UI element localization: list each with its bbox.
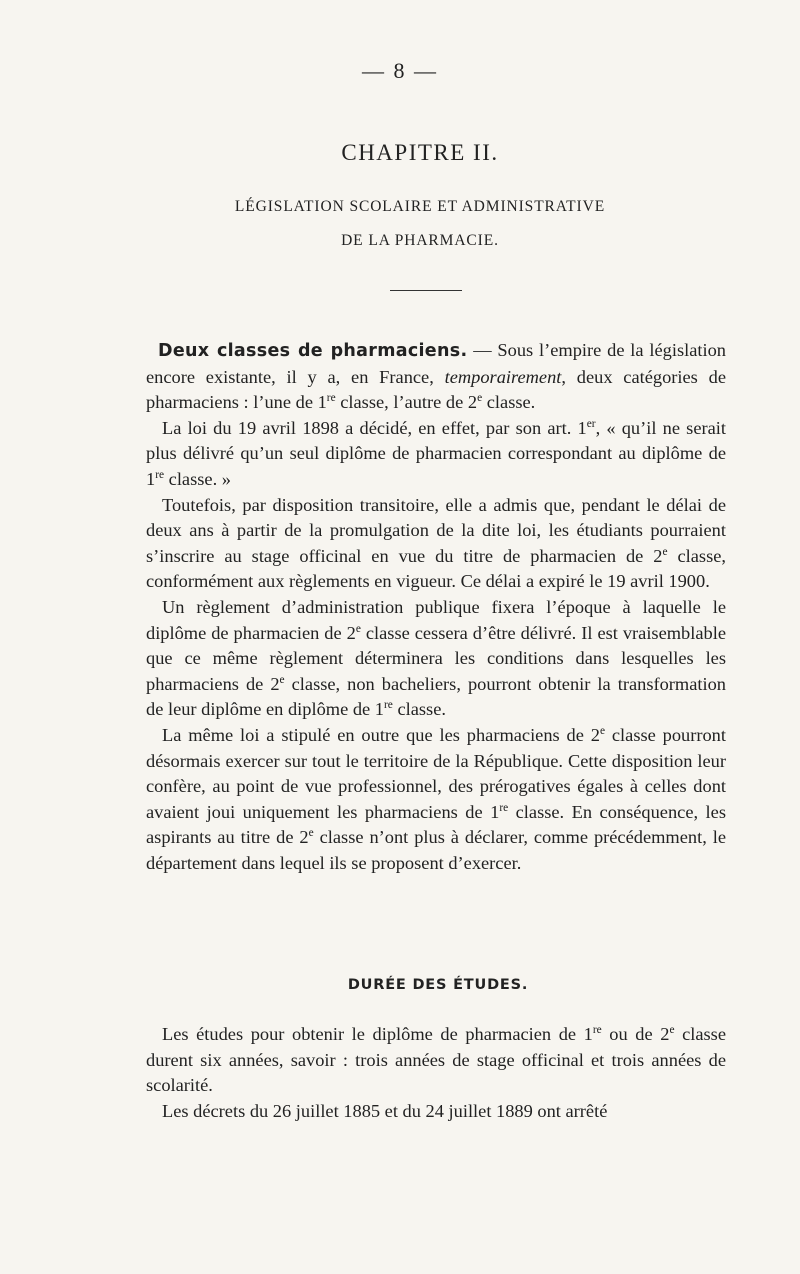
paragraph-4: Un règlement d’administration publique fixera l’époque à laquelle le diplôme de pharmacien de 2e classe cessera d’être délivré. Il est vraisemblable que ce même règlement déterminera les conditions dans lesquelles les pharmaciens de 2e classe, non bacheliers, pourront obtenir la transformation de leur diplôme en diplôme de 1re classe. [146,596,726,720]
paragraph-2: La loi du 19 avril 1898 a décidé, en effet, par son art. 1er, « qu’il ne serait plus délivré qu’un seul diplôme de pharmacien correspondant au diplôme de 1re classe. » [146,417,726,489]
chapter-subtitle-line-2: DE LA PHARMACIE. [341,232,499,249]
section-duree-des-etudes [146,1022,726,1124]
chapter-title: CHAPITRE II. [341,140,499,165]
section-divider-rule [390,290,462,291]
paragraph-5: La même loi a stipulé en outre que les pharmaciens de 2e classe pourront désormais exercer sur tout le territoire de la République. Cette disposition leur confère, au point de vue professionnel, des prérogatives égales à celles dont avaient joui uniquement les pharmaciens de 1re classe. En conséquence, les aspirants au titre de 2e classe n’ont plus à déclarer, comme précédemment, le département dans lequel ils se proposent d’exercer. [146,724,726,873]
chapter-subtitle-line-1: LÉGISLATION SCOLAIRE ET ADMINISTRATIVE [234,198,606,215]
section-deux-classes [146,338,726,876]
paragraph-3: Toutefois, par disposition transitoire, elle a admis que, pendant le délai de deux ans à partir de la promulgation de la dite loi, les étudiants pourraient s’inscrire au stage officinal en vue du titre de pharmacien de 2e classe, conformément aux règlements en vigueur. Ce délai a expiré le 19 avril 1900. [146,494,726,592]
paragraph-7: Les décrets du 26 juillet 1885 et du 24 juillet 1889 ont arrêté [162,1100,608,1121]
page-number: — 8 — [362,58,438,83]
paragraph-6: Les études pour obtenir le diplôme de pharmacien de 1re ou de 2e classe durent six années, savoir : trois années de stage officinal et trois années de scolarité. [146,1023,726,1096]
section-heading-duree: DURÉE DES ÉTUDES. [347,977,529,993]
paragraph-1: Deux classes de pharmaciens. — Sous l’empire de la législation encore existante, il y a, en France, temporairement, deux catégories de pharmaciens : l’une de 1re classe, l’autre de 2e classe. [146,340,726,413]
emphasis-text: temporairement [444,366,562,387]
run-in-heading: Deux classes de pharmaciens. [158,341,468,361]
